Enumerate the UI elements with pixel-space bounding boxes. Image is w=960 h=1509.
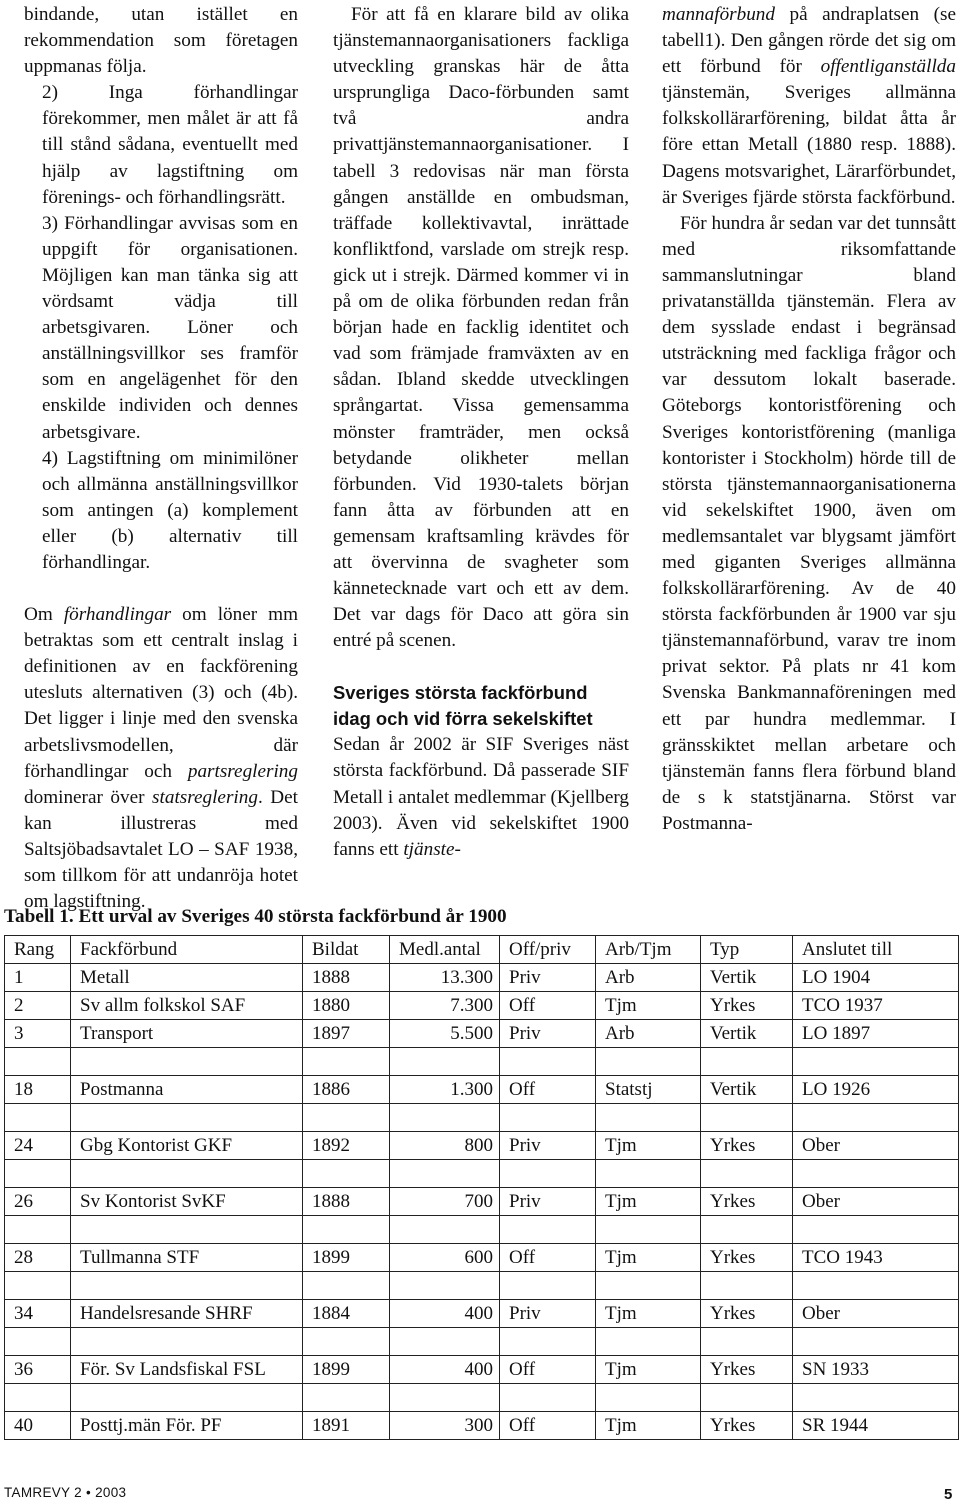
cell-bildat: 1880 [303, 992, 390, 1020]
empty-cell [5, 1104, 71, 1132]
cell-fackforbund: Metall [71, 964, 303, 992]
cell-anslutet: LO 1897 [793, 1020, 959, 1048]
table-row [5, 1300, 959, 1328]
cell-fackforbund: Posttj.män För. PF [71, 1412, 303, 1440]
cell-rang: 24 [5, 1132, 71, 1160]
empty-cell [390, 1160, 500, 1188]
empty-cell [500, 1048, 596, 1076]
paragraph: För hundra år sedan var det tunnsått med riksomfattande sammanslutningar bland privatanställda tjänstemän. Flera av dem sysslade endast i begränsad utsträckning med fackliga frågor och var dessutom lokalt baserade. Göteborgs kontoristförening och Sveriges kontoristförening (manliga kontorister i Stockholm) hörde till de största tjänstemannaorganisationerna vid sekelskiftet 1900, även om medlemsantalet var blygsamt jämfört med giganten Sveriges allmänna folkskollärarförening. Av de 40 största fackförbunden år 1900 var sju tjänstemannaförbund, varav tre inom privat sektor. På plats nr 41 kom Svenska Bankmannaföreningen med ett par hundra medlemmar. I gränsskiktet mellan arbetare och tjänstemän fanns flera förbund bland de s k statstjänarna. Störst var Postmanna- [662, 212, 957, 834]
text-column-1 [24, 2, 298, 915]
empty-cell [500, 1272, 596, 1300]
cell-arbtjm: Statstj [596, 1076, 701, 1104]
section-heading: Sveriges största fackförbund idag och vid förra sekelskiftet [333, 682, 593, 730]
cell-fackforbund: Sv allm folkskol SAF [71, 992, 303, 1020]
cell-bildat: 1897 [303, 1020, 390, 1048]
cell-rang: 36 [5, 1356, 71, 1384]
cell-bildat: 1899 [303, 1356, 390, 1384]
paragraph [333, 732, 629, 862]
table-row [5, 1244, 959, 1272]
list-item [24, 211, 298, 446]
cell-anslutet: Ober [793, 1132, 959, 1160]
col-header-medlantal: Medl.antal [390, 936, 500, 964]
cell-anslutet: Ober [793, 1188, 959, 1216]
cell-bildat: 1899 [303, 1244, 390, 1272]
cell-rang: 26 [5, 1188, 71, 1216]
empty-cell [596, 1048, 701, 1076]
page-number: 5 [944, 1486, 953, 1503]
empty-cell [390, 1216, 500, 1244]
empty-cell [793, 1048, 959, 1076]
cell-typ: Vertik [701, 1020, 793, 1048]
empty-cell [793, 1328, 959, 1356]
empty-cell [500, 1104, 596, 1132]
cell-fackforbund: Postmanna [71, 1076, 303, 1104]
cell-medlantal: 400 [390, 1356, 500, 1384]
empty-cell [500, 1216, 596, 1244]
cell-medlantal: 5.500 [390, 1020, 500, 1048]
empty-cell [596, 1160, 701, 1188]
table-row [5, 1076, 959, 1104]
table-spacer-row [5, 1384, 959, 1412]
cell-typ: Yrkes [701, 1300, 793, 1328]
table-row [5, 992, 959, 1020]
table-spacer-row [5, 1048, 959, 1076]
table-row [5, 1412, 959, 1440]
cell-arbtjm: Arb [596, 964, 701, 992]
table-body [5, 964, 959, 1440]
emphasis: offentliganställda [820, 56, 956, 78]
cell-medlantal: 800 [390, 1132, 500, 1160]
empty-cell [71, 1272, 303, 1300]
emphasis: partsreglering [187, 760, 298, 782]
cell-typ: Yrkes [701, 992, 793, 1020]
empty-cell [701, 1048, 793, 1076]
table-row [5, 1356, 959, 1384]
cell-offpriv: Off [500, 1076, 596, 1104]
empty-cell [793, 1104, 959, 1132]
empty-cell [71, 1104, 303, 1132]
empty-cell [71, 1160, 303, 1188]
table-spacer-row [5, 1104, 959, 1132]
cell-bildat: 1891 [303, 1412, 390, 1440]
cell-bildat: 1888 [303, 964, 390, 992]
empty-cell [5, 1384, 71, 1412]
cell-typ: Yrkes [701, 1188, 793, 1216]
empty-cell [303, 1384, 390, 1412]
cell-bildat: 1892 [303, 1132, 390, 1160]
cell-medlantal: 700 [390, 1188, 500, 1216]
empty-cell [596, 1216, 701, 1244]
empty-cell [793, 1216, 959, 1244]
empty-cell [596, 1104, 701, 1132]
cell-arbtjm: Tjm [596, 1300, 701, 1328]
cell-anslutet: LO 1904 [793, 964, 959, 992]
cell-rang: 34 [5, 1300, 71, 1328]
emphasis: statsreglering [152, 786, 258, 808]
table-spacer-row [5, 1216, 959, 1244]
cell-rang: 40 [5, 1412, 71, 1440]
empty-cell [596, 1272, 701, 1300]
cell-offpriv: Priv [500, 1188, 596, 1216]
empty-cell [390, 1104, 500, 1132]
cell-arbtjm: Arb [596, 1020, 701, 1048]
cell-typ: Yrkes [701, 1356, 793, 1384]
empty-cell [71, 1048, 303, 1076]
cell-medlantal: 400 [390, 1300, 500, 1328]
paragraph: För att få en klarare bild av olika tjänstemannaorganisationers fackliga utveckling granskas här de åtta ursprungliga Daco-förbunden samt två andra privattjänstemannaorganisationer. I tabell 3 redovisas när man första gången anställde en ombudsman, träffade kollektivavtal, inrättade konfliktfond, varslade om strejk resp. gick ut i strejk. Därmed kommer vi in på om de olika förbunden redan från början hade en facklig identitet och vad som främjade framväxten av en sådan. Ibland skedde utvecklingen språngartat. Vissa gemensamma mönster framträder, men också betydande olikheter mellan förbunden. Vid 1930-talets början fann åtta av förbunden att en gemensam kraftsamling krävdes för att övervinna de svagheter som kännetecknade vart och ett av dem. Det var dags för Daco att göra sin entré på scenen. [333, 4, 629, 652]
cell-typ: Yrkes [701, 1412, 793, 1440]
empty-cell [390, 1048, 500, 1076]
empty-cell [500, 1384, 596, 1412]
cell-rang: 1 [5, 964, 71, 992]
list-item-text: 4) Lagstiftning om minimilöner och allmänna anställningsvillkor som antingen (a) komplement eller (b) alternativ till förhandlingar. [42, 447, 298, 573]
text-column-3 [662, 2, 956, 837]
emphasis: tjänste- [403, 838, 461, 860]
table-row [5, 1020, 959, 1048]
cell-medlantal: 600 [390, 1244, 500, 1272]
col-header-offpriv: Off/priv [500, 936, 596, 964]
col-header-bildat: Bildat [303, 936, 390, 964]
cell-fackforbund: För. Sv Landsfiskal FSL [71, 1356, 303, 1384]
cell-medlantal: 13.300 [390, 964, 500, 992]
cell-typ: Vertik [701, 1076, 793, 1104]
cell-offpriv: Off [500, 1244, 596, 1272]
empty-cell [5, 1048, 71, 1076]
emphasis: mannaförbund [662, 4, 775, 25]
table-row [5, 964, 959, 992]
paragraph [662, 2, 956, 211]
emphasis: förhandlingar [63, 604, 172, 626]
cell-offpriv: Priv [500, 964, 596, 992]
cell-rang: 3 [5, 1020, 71, 1048]
empty-cell [500, 1328, 596, 1356]
empty-cell [701, 1384, 793, 1412]
list-item [24, 446, 298, 576]
empty-cell [303, 1272, 390, 1300]
text: Sedan år 2002 är SIF Sveriges näst största fackförbund. Då passerade SIF Metall i antalet medlemmar (Kjellberg 2003). Även vid sekelskiftet 1900 fanns ett [333, 734, 629, 860]
cell-anslutet: TCO 1937 [793, 992, 959, 1020]
cell-arbtjm: Tjm [596, 1356, 701, 1384]
cell-anslutet: TCO 1943 [793, 1244, 959, 1272]
cell-rang: 28 [5, 1244, 71, 1272]
empty-cell [71, 1216, 303, 1244]
cell-rang: 2 [5, 992, 71, 1020]
cell-bildat: 1888 [303, 1188, 390, 1216]
paragraph [24, 602, 298, 915]
table-caption: Tabell 1. Ett urval av Sveriges 40 största fackförbund år 1900 [4, 906, 507, 927]
cell-fackforbund: Tullmanna STF [71, 1244, 303, 1272]
empty-cell [303, 1160, 390, 1188]
empty-cell [71, 1384, 303, 1412]
empty-cell [5, 1160, 71, 1188]
empty-cell [5, 1328, 71, 1356]
text: Om [24, 604, 64, 626]
cell-arbtjm: Tjm [596, 1244, 701, 1272]
cell-bildat: 1884 [303, 1300, 390, 1328]
table-row [5, 1132, 959, 1160]
cell-medlantal: 1.300 [390, 1076, 500, 1104]
cell-rang: 18 [5, 1076, 71, 1104]
cell-anslutet: SN 1933 [793, 1356, 959, 1384]
empty-cell [701, 1328, 793, 1356]
col-header-typ: Typ [701, 936, 793, 964]
cell-bildat: 1886 [303, 1076, 390, 1104]
empty-cell [793, 1272, 959, 1300]
empty-cell [596, 1384, 701, 1412]
cell-arbtjm: Tjm [596, 1132, 701, 1160]
cell-offpriv: Off [500, 1412, 596, 1440]
list-item-text: 2) Inga förhandlingar förekommer, men målet är att få till stånd sådana, eventuellt med hjälp av lagstiftning om förenings- och förhandlingsrätt. [42, 82, 298, 208]
cell-arbtjm: Tjm [596, 992, 701, 1020]
col-header-anslutet: Anslutet till [793, 936, 959, 964]
list-item [24, 80, 298, 210]
col-header-fackforbund: Fackförbund [71, 936, 303, 964]
text: på andraplatsen (se tabell1). Den gången rörde det sig om ett förbund för [662, 4, 956, 78]
table-spacer-row [5, 1272, 959, 1300]
list-item-text: 3) Förhandlingar avvisas som en uppgift för organisationen. Möjligen kan man tänka sig att vördsamt vädja till arbetsgivaren. Löner och anställningsvillkor ses framför som en angelägenhet för den enskilde individen och dennes arbetsgivare. [42, 212, 298, 443]
empty-cell [596, 1328, 701, 1356]
text-column-2 [333, 2, 629, 863]
empty-cell [793, 1160, 959, 1188]
text: . Det kan illustreras med Saltsjöbadsavtalet LO – SAF 1938, som tillkom för att undanröja hotet om lagstiftning. [24, 786, 298, 913]
text: tjänstemän, Sveriges allmänna folkskollärarförening, bildat åtta år före ettan Metall (1880 resp. 1888). Dagens motsvarighet, Lärarförbundet, är Sveriges fjärde största fackförbund. [662, 82, 956, 208]
publication-footer: TAMREVY 2 • 2003 [4, 1485, 127, 1500]
empty-cell [793, 1384, 959, 1412]
cell-anslutet: Ober [793, 1300, 959, 1328]
empty-cell [303, 1104, 390, 1132]
cell-arbtjm: Tjm [596, 1188, 701, 1216]
empty-cell [701, 1104, 793, 1132]
cell-typ: Vertik [701, 964, 793, 992]
cell-offpriv: Off [500, 992, 596, 1020]
empty-cell [390, 1328, 500, 1356]
empty-cell [701, 1160, 793, 1188]
empty-cell [701, 1272, 793, 1300]
cell-medlantal: 7.300 [390, 992, 500, 1020]
cell-fackforbund: Transport [71, 1020, 303, 1048]
empty-cell [303, 1048, 390, 1076]
empty-cell [5, 1272, 71, 1300]
table-header-row [5, 936, 959, 964]
cell-typ: Yrkes [701, 1244, 793, 1272]
cell-fackforbund: Sv Kontorist SvKF [71, 1188, 303, 1216]
cell-anslutet: LO 1926 [793, 1076, 959, 1104]
cell-arbtjm: Tjm [596, 1412, 701, 1440]
empty-cell [390, 1384, 500, 1412]
cell-typ: Yrkes [701, 1132, 793, 1160]
col-header-rang: Rang [5, 936, 71, 964]
cell-fackforbund: Handelsresande SHRF [71, 1300, 303, 1328]
table-row [5, 1188, 959, 1216]
table-spacer-row [5, 1160, 959, 1188]
empty-cell [390, 1272, 500, 1300]
cell-anslutet: SR 1944 [793, 1412, 959, 1440]
cell-offpriv: Priv [500, 1132, 596, 1160]
paragraph: bindande, utan istället en rekommendation som företagen uppmanas följa. [24, 4, 298, 78]
cell-offpriv: Off [500, 1356, 596, 1384]
cell-medlantal: 300 [390, 1412, 500, 1440]
text: om löner mm betraktas som ett centralt inslag i definitionen av en fackförening utesluts alternativen (3) och (4b). Det ligger i linje med den svenska arbetslivsmodellen, där förhandlingar och [24, 604, 299, 782]
empty-cell [303, 1216, 390, 1244]
col-header-arbtjm: Arb/Tjm [596, 936, 701, 964]
empty-cell [303, 1328, 390, 1356]
empty-cell [701, 1216, 793, 1244]
empty-cell [71, 1328, 303, 1356]
empty-cell [500, 1160, 596, 1188]
text: dominerar över [24, 786, 153, 808]
cell-fackforbund: Gbg Kontorist GKF [71, 1132, 303, 1160]
cell-offpriv: Priv [500, 1020, 596, 1048]
cell-offpriv: Priv [500, 1300, 596, 1328]
union-table [4, 935, 959, 1440]
empty-cell [5, 1216, 71, 1244]
table-spacer-row [5, 1328, 959, 1356]
